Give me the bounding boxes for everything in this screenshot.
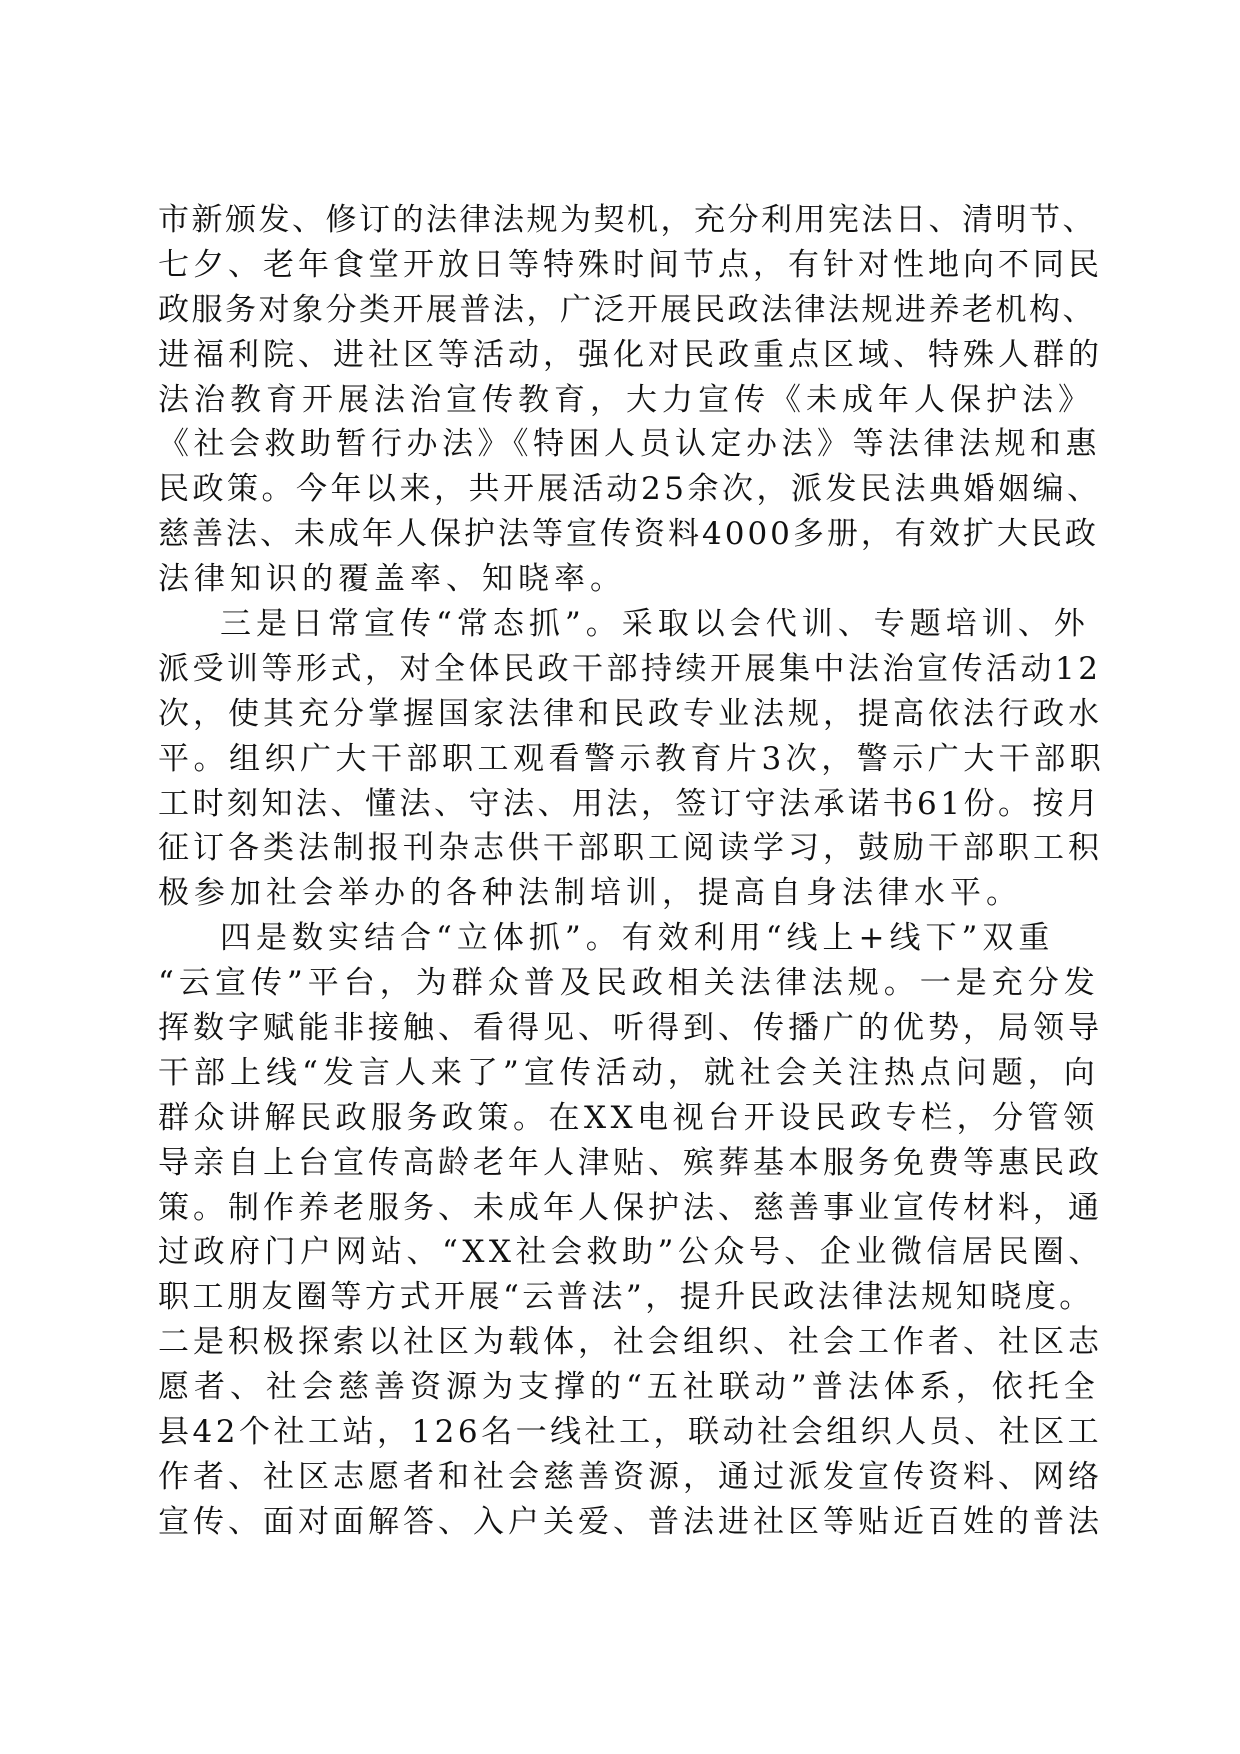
text-line: 二是积极探索以社区为载体，社会组织、社会工作者、社区志 bbox=[158, 1324, 1103, 1361]
text-line: 工时刻知法、懂法、守法、用法，签订守法承诺书61份。按月 bbox=[158, 785, 1102, 822]
body-text bbox=[158, 198, 1106, 1545]
text-line: 宣传、面对面解答、入户关爱、普法进社区等贴近百姓的普法 bbox=[158, 1503, 1103, 1540]
text-line: 干部上线“发言人来了”宣传活动，就社会关注热点问题，向 bbox=[158, 1054, 1100, 1091]
text-line: 群众讲解民政服务政策。在XX电视台开设民政专栏，分管领 bbox=[158, 1099, 1099, 1136]
text-line: 政服务对象分类开展普法，广泛开展民政法律法规进养老机构、 bbox=[158, 291, 1096, 328]
text-line: 极参加社会举办的各种法制培训，提高自身法律水平。 bbox=[158, 875, 1022, 912]
text-line: 法治教育开展法治宣传教育，大力宣传《未成年人保护法》 bbox=[158, 381, 1094, 418]
text-line: 次，使其充分掌握国家法律和民政专业法规，提高依法行政水 bbox=[158, 695, 1103, 732]
paragraph-start-line: 三是日常宣传“常态抓”。采取以会代训、专题培训、外 bbox=[220, 606, 1090, 643]
text-line: 导亲自上台宣传高龄老年人津贴、殡葬基本服务免费等惠民政 bbox=[158, 1144, 1103, 1181]
text-line: “云宣传”平台，为群众普及民政相关法律法规。一是充分发 bbox=[158, 965, 1100, 1002]
text-line: 平。组织广大干部职工观看警示教育片3次，警示广大干部职 bbox=[158, 740, 1106, 777]
text-line: 慈善法、未成年人保护法等宣传资料4000多册，有效扩大民政 bbox=[158, 516, 1099, 553]
paragraph-start-line: 四是数实结合“立体抓”。有效利用“线上+线下”双重 bbox=[220, 920, 1055, 957]
text-line: 征订各类法制报刊杂志供干部职工阅读学习，鼓励干部职工积 bbox=[158, 830, 1103, 867]
text-line: 进福利院、进社区等活动，强化对民政重点区域、特殊人群的 bbox=[158, 336, 1103, 373]
text-line: 法律知识的覆盖率、知晓率。 bbox=[158, 561, 626, 598]
text-line: 七夕、老年食堂开放日等特殊时间节点，有针对性地向不同民 bbox=[158, 246, 1103, 283]
text-line: 作者、社区志愿者和社会慈善资源，通过派发宣传资料、网络 bbox=[158, 1458, 1103, 1495]
text-line: 派受训等形式，对全体民政干部持续开展集中法治宣传活动12 bbox=[158, 650, 1102, 687]
text-line: 县42个社工站，126名一线社工，联动社会组织人员、社区工 bbox=[158, 1414, 1103, 1451]
text-line: 市新颁发、修订的法律法规为契机，充分利用宪法日、清明节、 bbox=[158, 202, 1096, 238]
text-line: 挥数字赋能非接触、看得见、听得到、传播广的优势，局领导 bbox=[158, 1010, 1103, 1047]
text-line: 过政府门户网站、“XX社会救助”公众号、企业微信居民圈、 bbox=[158, 1234, 1104, 1271]
text-line: 策。制作养老服务、未成年人保护法、慈善事业宣传材料，通 bbox=[158, 1189, 1103, 1226]
text-line: 《社会救助暂行办法》《特困人员认定办法》等法律法规和惠 bbox=[158, 426, 1101, 463]
text-line: 职工朋友圈等方式开展“云普法”，提升民政法律法规知晓度。 bbox=[158, 1279, 1094, 1316]
text-line: 愿者、社会慈善资源为支撑的“五社联动”普法体系，依托全 bbox=[158, 1369, 1100, 1406]
text-line: 民政策。今年以来，共开展活动25余次，派发民法典婚姻编、 bbox=[158, 471, 1102, 508]
